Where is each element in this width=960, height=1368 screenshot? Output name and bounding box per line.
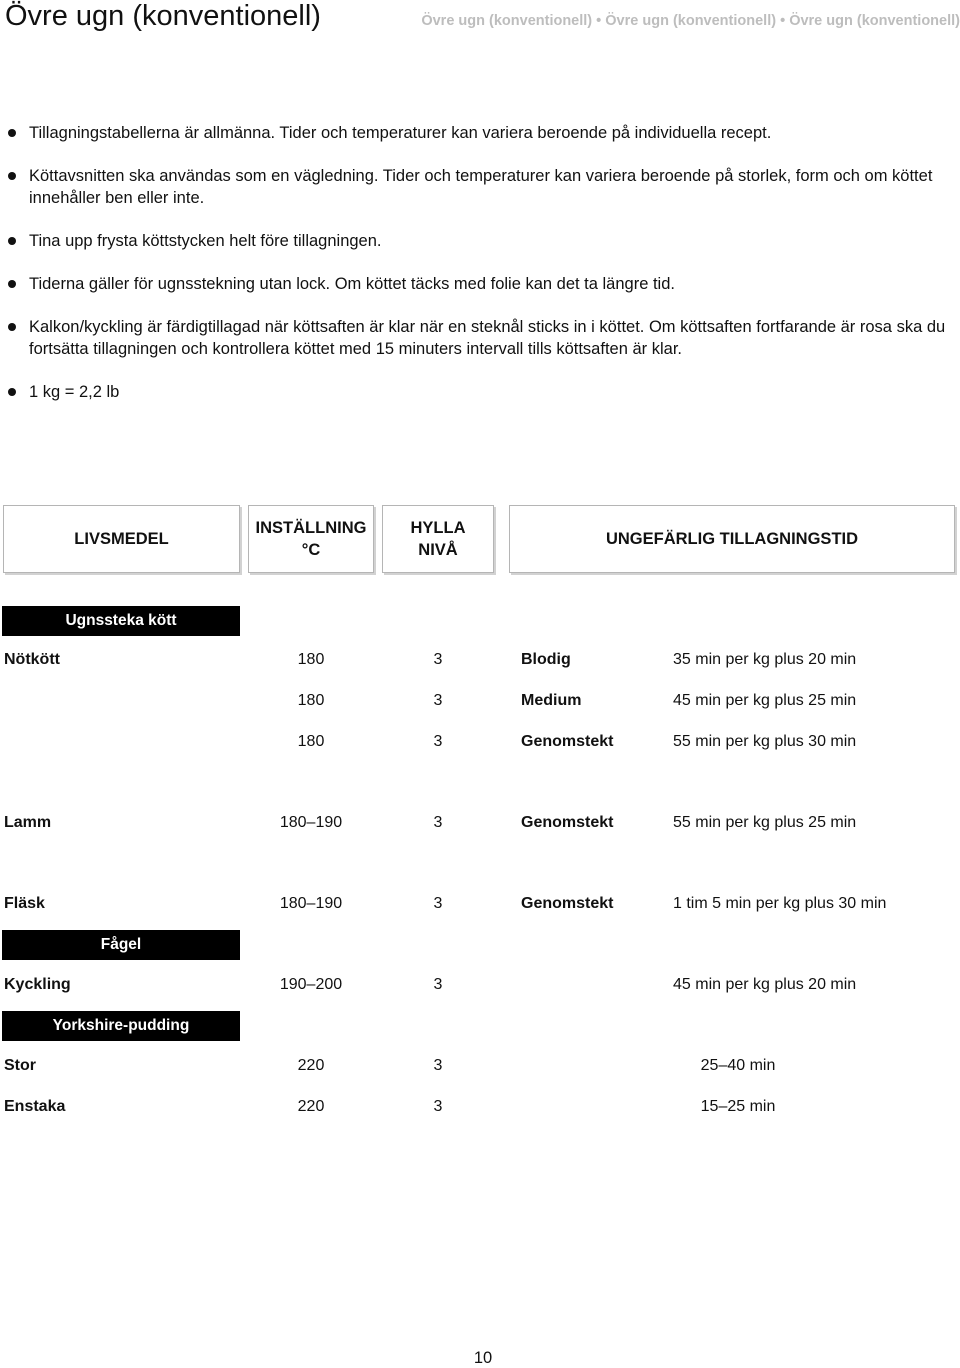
note-text: Tillagningstabellerna är allmänna. Tider och temperaturer kan variera beroende på individuella recept.	[29, 124, 772, 142]
cell-shelf: 3	[433, 976, 443, 993]
cell-shelf: 3	[433, 651, 443, 668]
note-item	[8, 316, 948, 360]
cell-shelf: 3	[433, 814, 443, 831]
header-shelf	[382, 505, 494, 573]
cell-food: Enstaka	[4, 1098, 66, 1115]
header-shelf-label: HYLLA	[410, 519, 466, 537]
header-setting-unit: °C	[301, 541, 321, 559]
bullet-icon	[8, 129, 16, 137]
header-time-label: UNGEFÄRLIG TILLAGNINGSTID	[605, 530, 859, 548]
cell-shelf: 3	[433, 692, 443, 709]
cell-doneness: Medium	[521, 692, 582, 709]
table-row	[0, 812, 960, 834]
table-row	[0, 1055, 960, 1077]
bullet-icon	[8, 280, 16, 288]
table-row	[0, 974, 960, 996]
cell-food: Stor	[4, 1057, 36, 1074]
notes-list	[8, 122, 948, 424]
table-row	[0, 649, 960, 671]
note-text: Tiderna gäller för ugnsstekning utan lock. Om köttet täcks med folie kan det ta längre tid.	[29, 275, 675, 293]
header-food-label: LIVSMEDEL	[74, 530, 169, 548]
cell-doneness: Genomstekt	[521, 733, 614, 750]
note-item	[8, 381, 948, 403]
cell-time: 45 min per kg plus 25 min	[673, 692, 857, 709]
cell-temp: 180	[297, 651, 325, 668]
cell-shelf: 3	[433, 733, 443, 750]
note-item	[8, 165, 948, 209]
cell-time: 45 min per kg plus 20 min	[673, 976, 857, 993]
cell-time: 25–40 min	[700, 1057, 776, 1074]
cell-time: 1 tim 5 min per kg plus 30 min	[673, 895, 887, 912]
bullet-icon	[8, 323, 16, 331]
section-poultry	[2, 930, 240, 960]
cell-temp: 180–190	[279, 895, 343, 912]
table-row	[0, 690, 960, 712]
table-row	[0, 893, 960, 915]
cell-shelf: 3	[433, 1057, 443, 1074]
cell-temp: 180	[297, 733, 325, 750]
bullet-icon	[8, 172, 16, 180]
cell-time: 35 min per kg plus 20 min	[673, 651, 857, 668]
header-setting-label: INSTÄLLNING	[255, 519, 367, 537]
cell-time: 15–25 min	[700, 1098, 776, 1115]
header-shelf-level: NIVÅ	[418, 541, 458, 559]
cell-temp: 220	[297, 1057, 325, 1074]
cell-doneness: Genomstekt	[521, 814, 614, 831]
cell-food: Lamm	[4, 814, 52, 831]
section-roast-meat	[2, 606, 240, 636]
section-label: Ugnssteka kött	[65, 612, 177, 629]
cell-shelf: 3	[433, 1098, 443, 1115]
section-label: Yorkshire-pudding	[52, 1017, 190, 1034]
note-item	[8, 122, 948, 144]
section-label: Fågel	[100, 936, 142, 953]
bullet-icon	[8, 388, 16, 396]
section-yorkshire-pudding	[2, 1011, 240, 1041]
header-food	[3, 505, 240, 573]
note-text: Köttavsnitten ska användas som en vägledning. Tider och temperaturer kan variera beroende på storlek, form och om köttet innehåller ben eller inte.	[29, 167, 933, 207]
cell-temp: 180	[297, 692, 325, 709]
bullet-icon	[8, 237, 16, 245]
cell-doneness: Blodig	[521, 651, 571, 668]
note-text: Tina upp frysta köttstycken helt före tillagningen.	[29, 232, 382, 250]
cell-time: 55 min per kg plus 25 min	[673, 814, 857, 831]
header-setting	[248, 505, 374, 573]
table-row	[0, 1096, 960, 1118]
cell-food: Kyckling	[4, 976, 71, 993]
page-number: 10	[473, 1349, 493, 1367]
cell-temp: 180–190	[279, 814, 343, 831]
header-time	[509, 505, 955, 573]
cell-temp: 190–200	[279, 976, 343, 993]
cell-shelf: 3	[433, 895, 443, 912]
cell-doneness: Genomstekt	[521, 895, 614, 912]
note-text: 1 kg = 2,2 lb	[29, 383, 120, 401]
note-text: Kalkon/kyckling är färdigtillagad när köttsaften är klar när en steknål sticks in i köttet. Om köttsaften fortfarande är rosa ska du fortsätta tillagningen och kontrollera köttet med 15 minuters intervall tills köttsaften är klar.	[29, 318, 946, 358]
cell-food: Nötkött	[4, 651, 60, 668]
cell-food: Fläsk	[4, 895, 45, 912]
note-item	[8, 230, 948, 252]
note-item	[8, 273, 948, 295]
page-title: Övre ugn (konventionell)	[5, 0, 321, 32]
table-row	[0, 731, 960, 753]
cell-temp: 220	[297, 1098, 325, 1115]
cell-time: 55 min per kg plus 30 min	[673, 733, 857, 750]
running-header: Övre ugn (konventionell) • Övre ugn (konventionell) • Övre ugn (konventionell)	[421, 13, 960, 29]
